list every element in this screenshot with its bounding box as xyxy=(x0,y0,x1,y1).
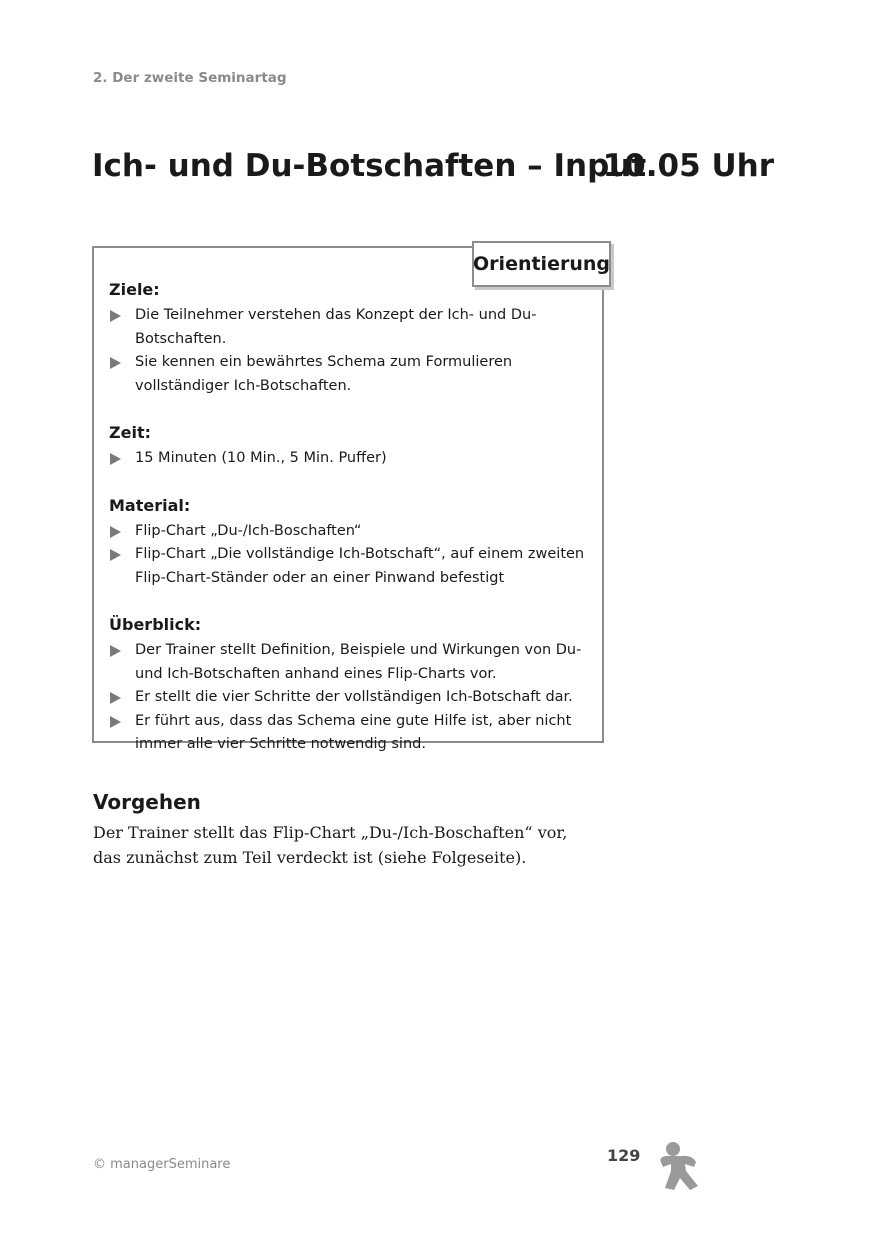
copyright: © managerSeminare xyxy=(93,1157,231,1172)
section-heading: Überblick: xyxy=(109,615,202,634)
session-time: 10.05 Uhr xyxy=(602,148,774,184)
list-item: Die Teilnehmer verstehen das Konzept der Ich- und Du-Botschaften. xyxy=(109,304,599,351)
list-item: Sie kennen ein bewährtes Schema zum Formulieren vollständiger Ich-Botschaften. xyxy=(109,351,599,398)
figure-logo-icon xyxy=(652,1140,704,1192)
section-material xyxy=(109,495,599,591)
orientation-tab: Orientierung xyxy=(472,241,611,287)
list-item: Er stellt die vier Schritte der vollständigen Ich-Botschaft dar. xyxy=(109,686,599,710)
triangle-bullet-icon xyxy=(110,357,121,369)
triangle-bullet-icon xyxy=(110,310,121,322)
bullet-list xyxy=(109,447,599,471)
section-heading: Ziele: xyxy=(109,280,160,299)
list-item: 15 Minuten (10 Min., 5 Min. Puffer) xyxy=(109,447,599,471)
list-item: Flip-Chart „Du-/Ich-Boschaften“ xyxy=(109,520,599,544)
section-zeit xyxy=(109,422,599,471)
page-title: Ich- und Du-Botschaften – Input xyxy=(92,148,647,184)
triangle-bullet-icon xyxy=(110,549,121,561)
triangle-bullet-icon xyxy=(110,526,121,538)
running-head: 2. Der zweite Seminartag xyxy=(93,70,287,86)
orientation-box xyxy=(92,246,604,752)
list-item: Er führt aus, dass das Schema eine gute Hilfe ist, aber nicht immer alle vier Schritte notwendig sind. xyxy=(109,710,599,757)
triangle-bullet-icon xyxy=(110,716,121,728)
section-ziele xyxy=(109,279,599,398)
triangle-bullet-icon xyxy=(110,645,121,657)
section-heading: Material: xyxy=(109,495,191,515)
triangle-bullet-icon xyxy=(110,453,121,465)
page-number: 129 xyxy=(607,1146,641,1165)
orientation-content xyxy=(109,279,599,757)
vorgehen-heading: Vorgehen xyxy=(93,790,201,814)
list-item: Der Trainer stellt Definition, Beispiele und Wirkungen von Du- und Ich-Botschaften anhand eines Flip-Charts vor. xyxy=(109,639,599,686)
section-ueberblick xyxy=(109,614,599,757)
bullet-list xyxy=(109,520,599,591)
section-heading: Zeit: xyxy=(109,423,151,442)
triangle-bullet-icon xyxy=(110,692,121,704)
bullet-list xyxy=(109,639,599,757)
list-item: Flip-Chart „Die vollständige Ich-Botschaft“, auf einem zweiten Flip-Chart-Ständer oder an einer Pinwand befestigt xyxy=(109,543,599,590)
bullet-list xyxy=(109,304,599,398)
vorgehen-text: Der Trainer stellt das Flip-Chart „Du-/Ich-Boschaften“ vor, das zunächst zum Teil verdeckt ist (siehe Folgeseite). xyxy=(93,823,568,867)
